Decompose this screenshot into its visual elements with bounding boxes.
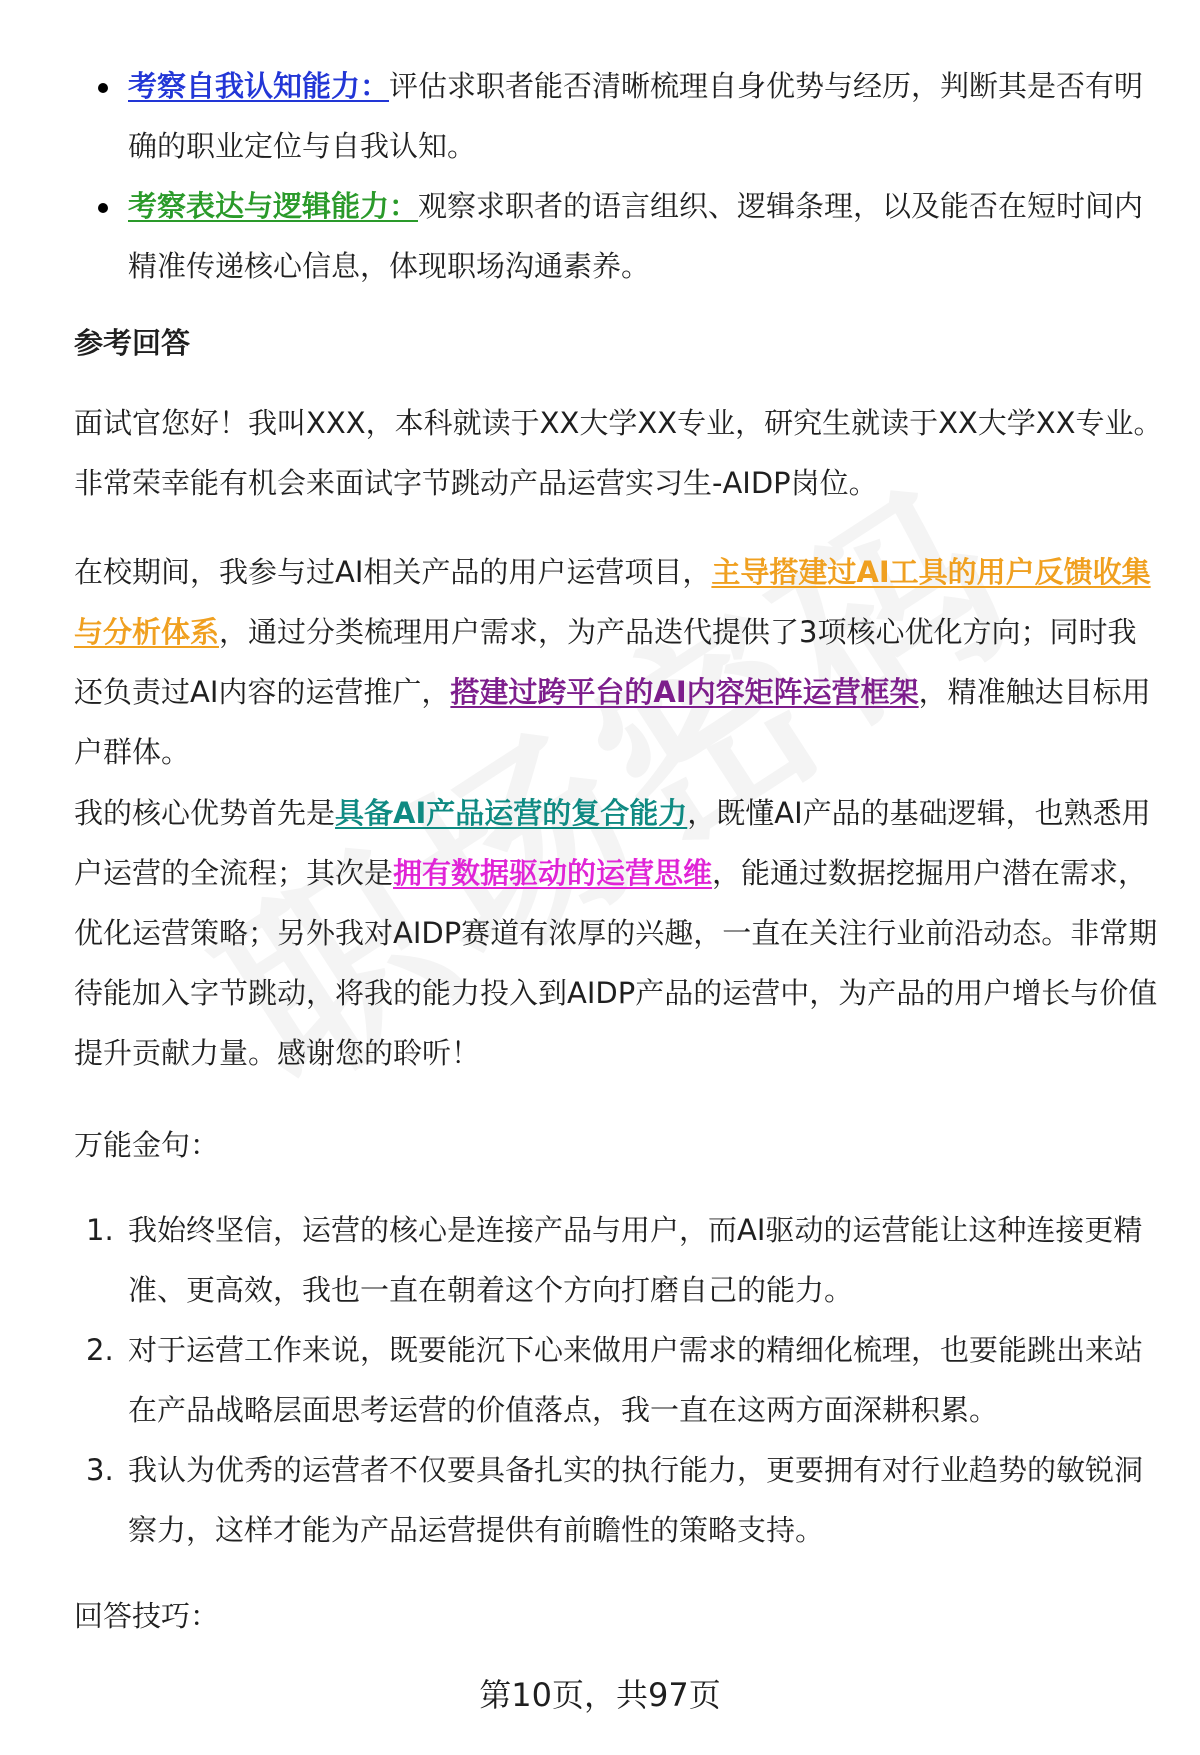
- answer-tips-heading: 回答技巧：: [74, 1599, 220, 1633]
- page-number: 第10页，共97页: [479, 1676, 721, 1714]
- bullet-item-expression-logic: [74, 176, 1164, 296]
- experience-highlight-feedback-system: 主导搭建过AI工具的用户反馈收集与分析体系: [74, 555, 1151, 649]
- golden-sentence-text: 对于运营工作来说，既要能沉下心来做用户需求的精细化梳理，也要能跳出来站在产品战略层面思考运营的价值落点，我一直在这两方面深耕积累。: [128, 1333, 1144, 1427]
- golden-sentence-item: [74, 1320, 1164, 1440]
- experience-text-1: 在校期间，我参与过AI相关产品的用户运营项目，: [74, 555, 712, 589]
- experience-text-2: ，通过分类梳理用户需求，为产品迭代提供了3项核心优化方向；同时我还负责过AI内容的运营推广，: [74, 615, 1137, 709]
- golden-sentence-item: [74, 1440, 1164, 1560]
- strengths-text-3: ，能通过数据挖掘用户潜在需求，优化运营策略；另外我对AIDP赛道有浓厚的兴趣，一直在关注行业前沿动态。非常期待能加入字节跳动，将我的能力投入到AIDP产品的运营中，为产品的用户增长与价值提升贡献力量。感谢您的聆听！: [74, 856, 1158, 1070]
- strengths-highlight-composite-ability: 具备AI产品运营的复合能力: [335, 796, 688, 830]
- experience-text-3: ，精准触达目标用户群体。: [74, 675, 1151, 769]
- bullet-text-expression-logic: 观察求职者的语言组织、逻辑条理，以及能否在短时间内精准传递核心信息，体现职场沟通素养。: [128, 189, 1144, 283]
- answer-heading: 参考回答: [74, 326, 191, 360]
- golden-sentence-text: 我始终坚信，运营的核心是连接产品与用户，而AI驱动的运营能让这种连接更精准、更高效，我也一直在朝着这个方向打磨自己的能力。: [128, 1213, 1143, 1307]
- golden-sentences-heading: 万能金句：: [74, 1128, 220, 1162]
- answer-paragraph-intro: 面试官您好！我叫XXX，本科就读于XX大学XX专业，研究生就读于XX大学XX专业。非常荣幸能有机会来面试字节跳动产品运营实习生-AIDP岗位。: [74, 406, 1163, 500]
- strengths-text-1: 我的核心优势首先是: [74, 796, 336, 830]
- golden-sentence-item: [74, 1200, 1164, 1320]
- answer-paragraph-strengths: [74, 783, 1164, 1083]
- golden-sentences-list: [74, 1200, 1164, 1560]
- bullet-title-self-awareness: 考察自我认知能力：: [128, 69, 390, 103]
- bullet-title-expression-logic: 考察表达与逻辑能力：: [128, 189, 419, 223]
- strengths-highlight-data-driven: 拥有数据驱动的运营思维: [393, 856, 713, 890]
- list-number: 3.: [86, 1453, 114, 1487]
- bullet-text-self-awareness: 评估求职者能否清晰梳理自身优势与经历，判断其是否有明确的职业定位与自我认知。: [128, 69, 1144, 163]
- assessment-bullet-list: [74, 56, 1164, 296]
- experience-highlight-content-matrix: 搭建过跨平台的AI内容矩阵运营框架: [450, 675, 919, 709]
- list-number: 1.: [86, 1213, 114, 1247]
- bullet-item-self-awareness: [74, 56, 1164, 176]
- strengths-text-2: ，既懂AI产品的基础逻辑，也熟悉用户运营的全流程；其次是: [74, 796, 1151, 890]
- golden-sentence-text: 我认为优秀的运营者不仅要具备扎实的执行能力，更要拥有对行业趋势的敏锐洞察力，这样才能为产品运营提供有前瞻性的策略支持。: [128, 1453, 1144, 1547]
- answer-paragraph-experience: [74, 542, 1164, 782]
- list-number: 2.: [86, 1333, 114, 1367]
